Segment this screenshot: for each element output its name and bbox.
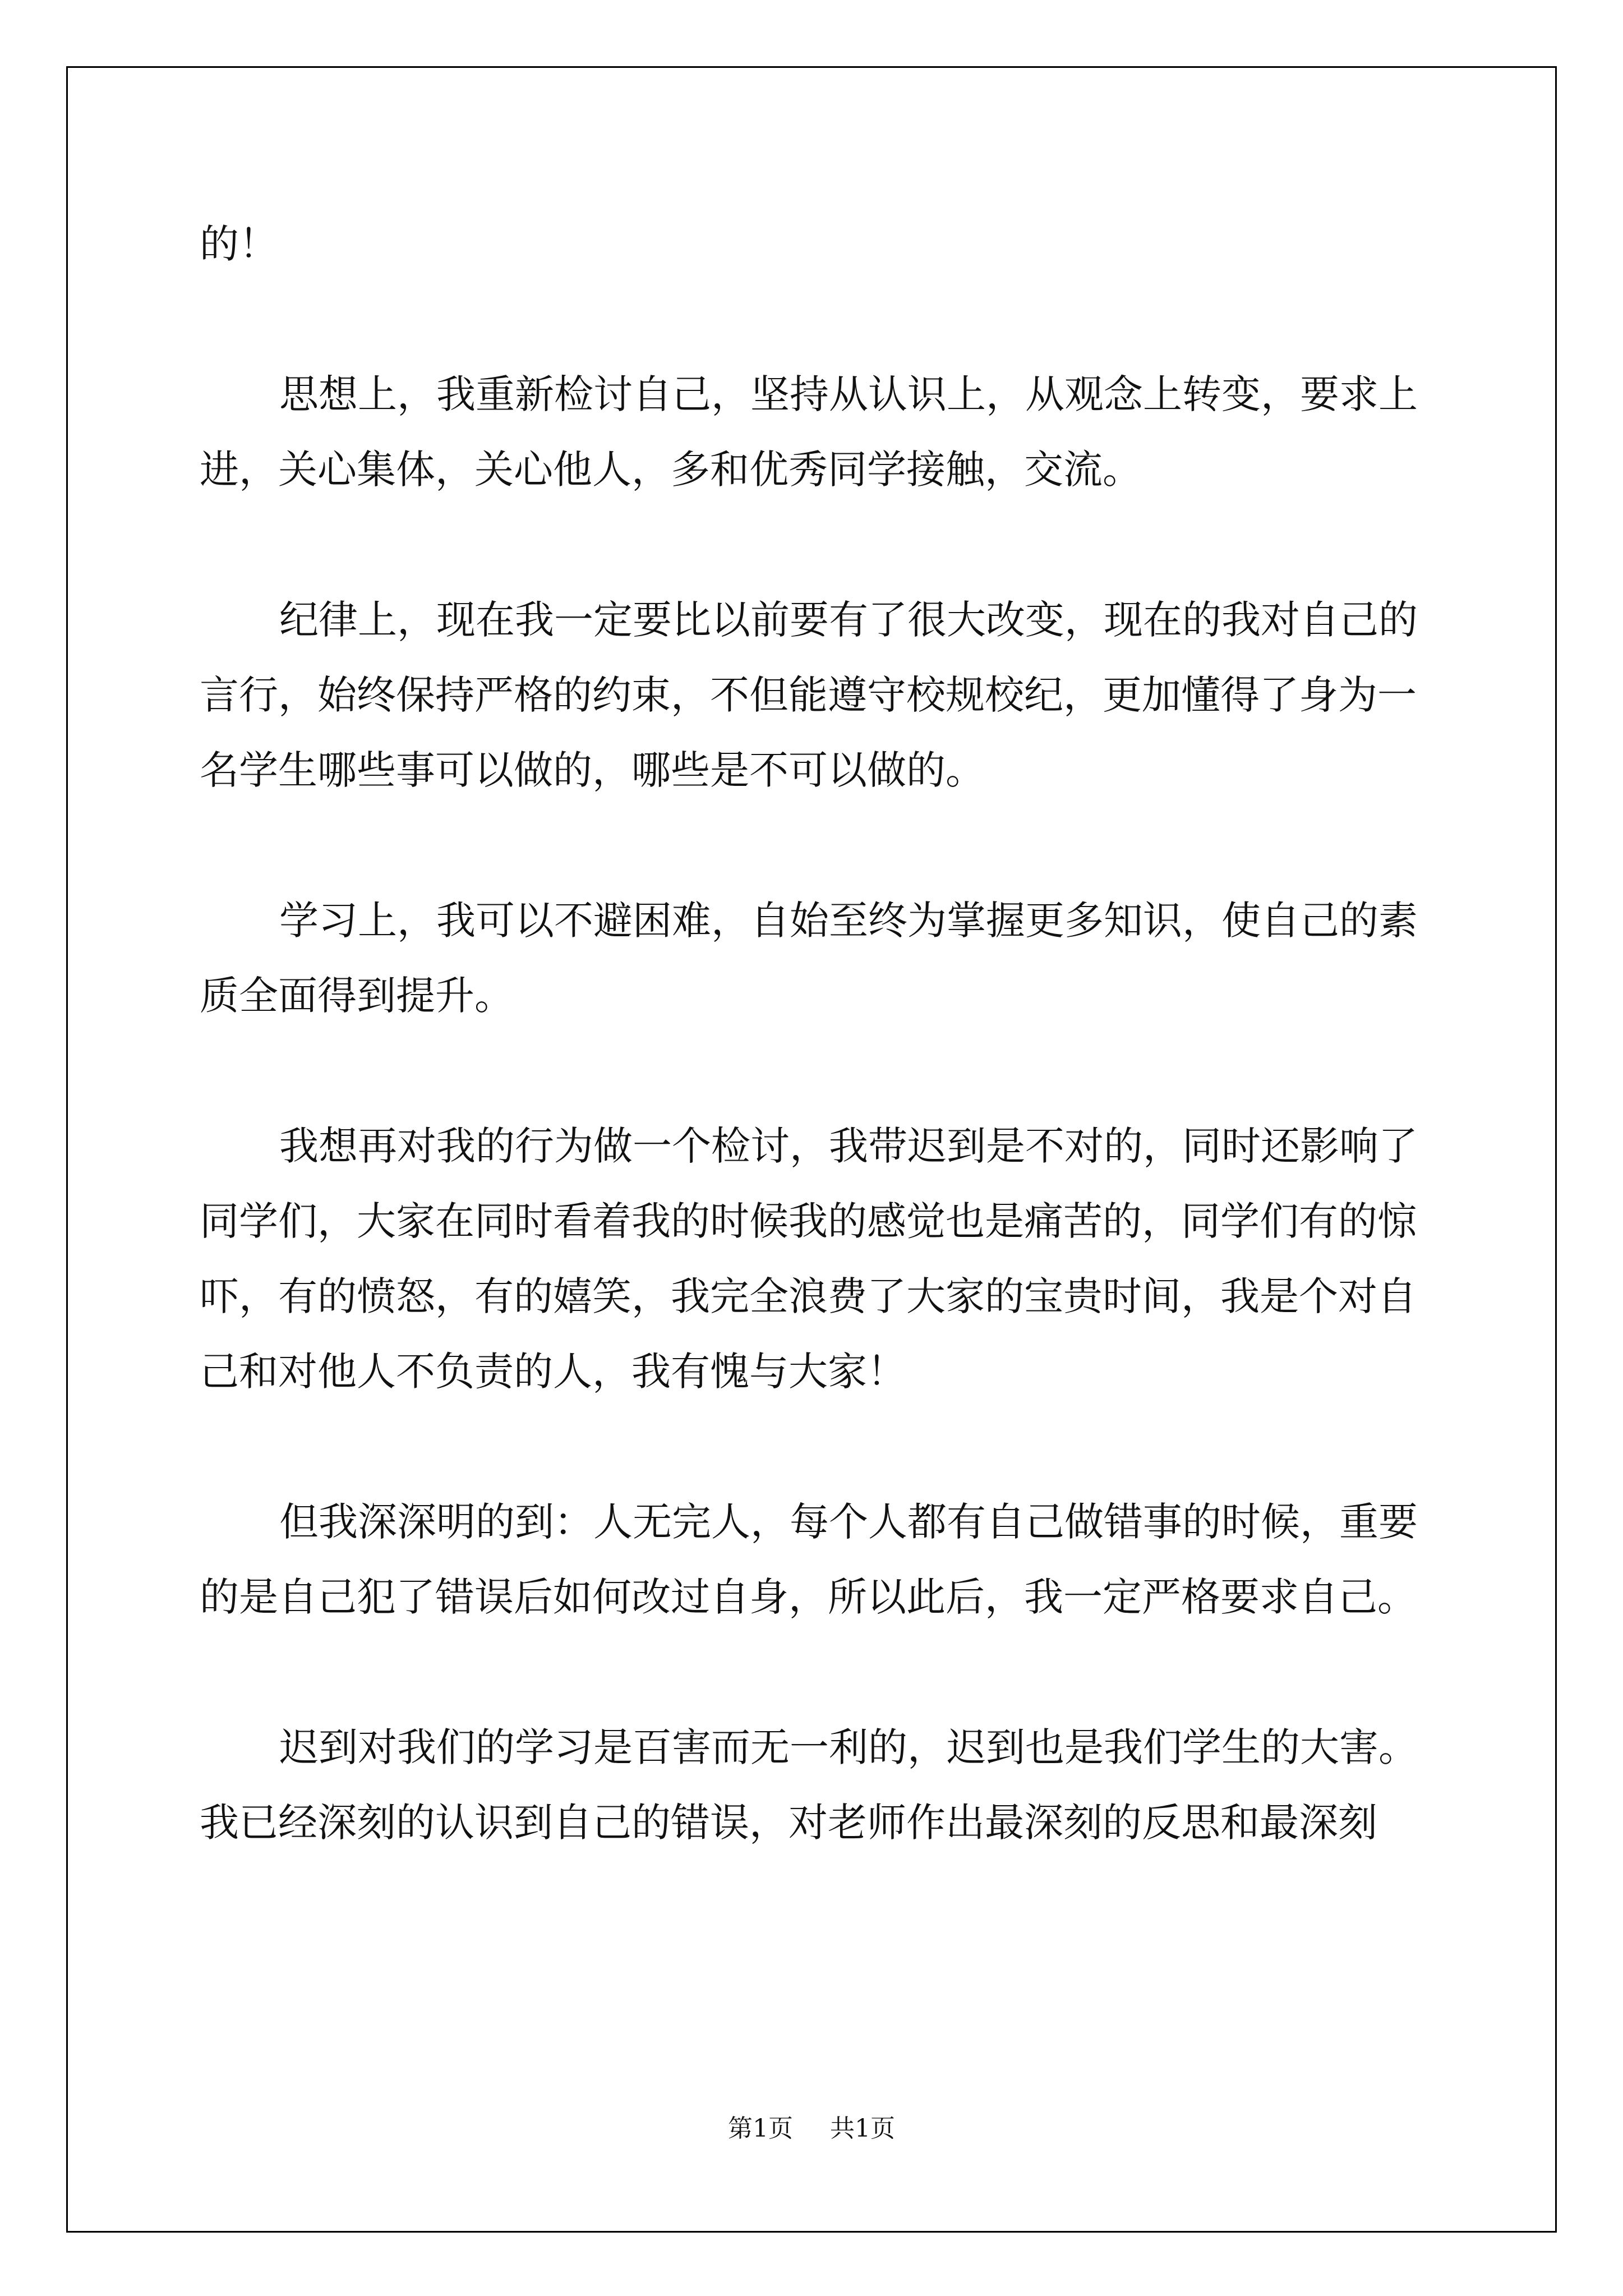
paragraph-2: 思想上，我重新检讨自己，坚持从认识上，从观念上转变，要求上进，关心集体，关心他人，多和优秀同学接触，交流。 [200, 371, 1418, 493]
paragraph-1: 的！ [200, 221, 278, 267]
page-number: 第1页 [728, 2114, 793, 2143]
paragraph-5: 我想再对我的行为做一个检讨，我带迟到是不对的，同时还影响了同学们，大家在同时看着我的时候我的感觉也是痛苦的，同学们有的惊吓，有的愤怒，有的嬉笑，我完全浪费了大家的宝贵时间，我是个对自己和对他人不负责的人，我有愧与大家！ [200, 1123, 1418, 1395]
page-footer [0, 2108, 1623, 2144]
paragraph-7: 迟到对我们的学习是百害而无一利的，迟到也是我们学生的大害。我已经深刻的认识到自己的错误，对老师作出最深刻的反思和最深刻 [200, 1724, 1418, 1846]
paragraph-6: 但我深深明的到：人无完人，每个人都有自己做错事的时候，重要的是自己犯了错误后如何改过自身，所以此后，我一定严格要求自己。 [200, 1499, 1418, 1620]
document-body [200, 206, 1433, 1860]
page-total: 共1页 [830, 2114, 895, 2143]
paragraph-3: 纪律上，现在我一定要比以前要有了很大改变，现在的我对自己的言行，始终保持严格的约束，不但能遵守校规校纪，更加懂得了身为一名学生哪些事可以做的，哪些是不可以做的。 [200, 597, 1418, 793]
paragraph-4: 学习上，我可以不避困难，自始至终为掌握更多知识，使自己的素质全面得到提升。 [200, 898, 1418, 1019]
